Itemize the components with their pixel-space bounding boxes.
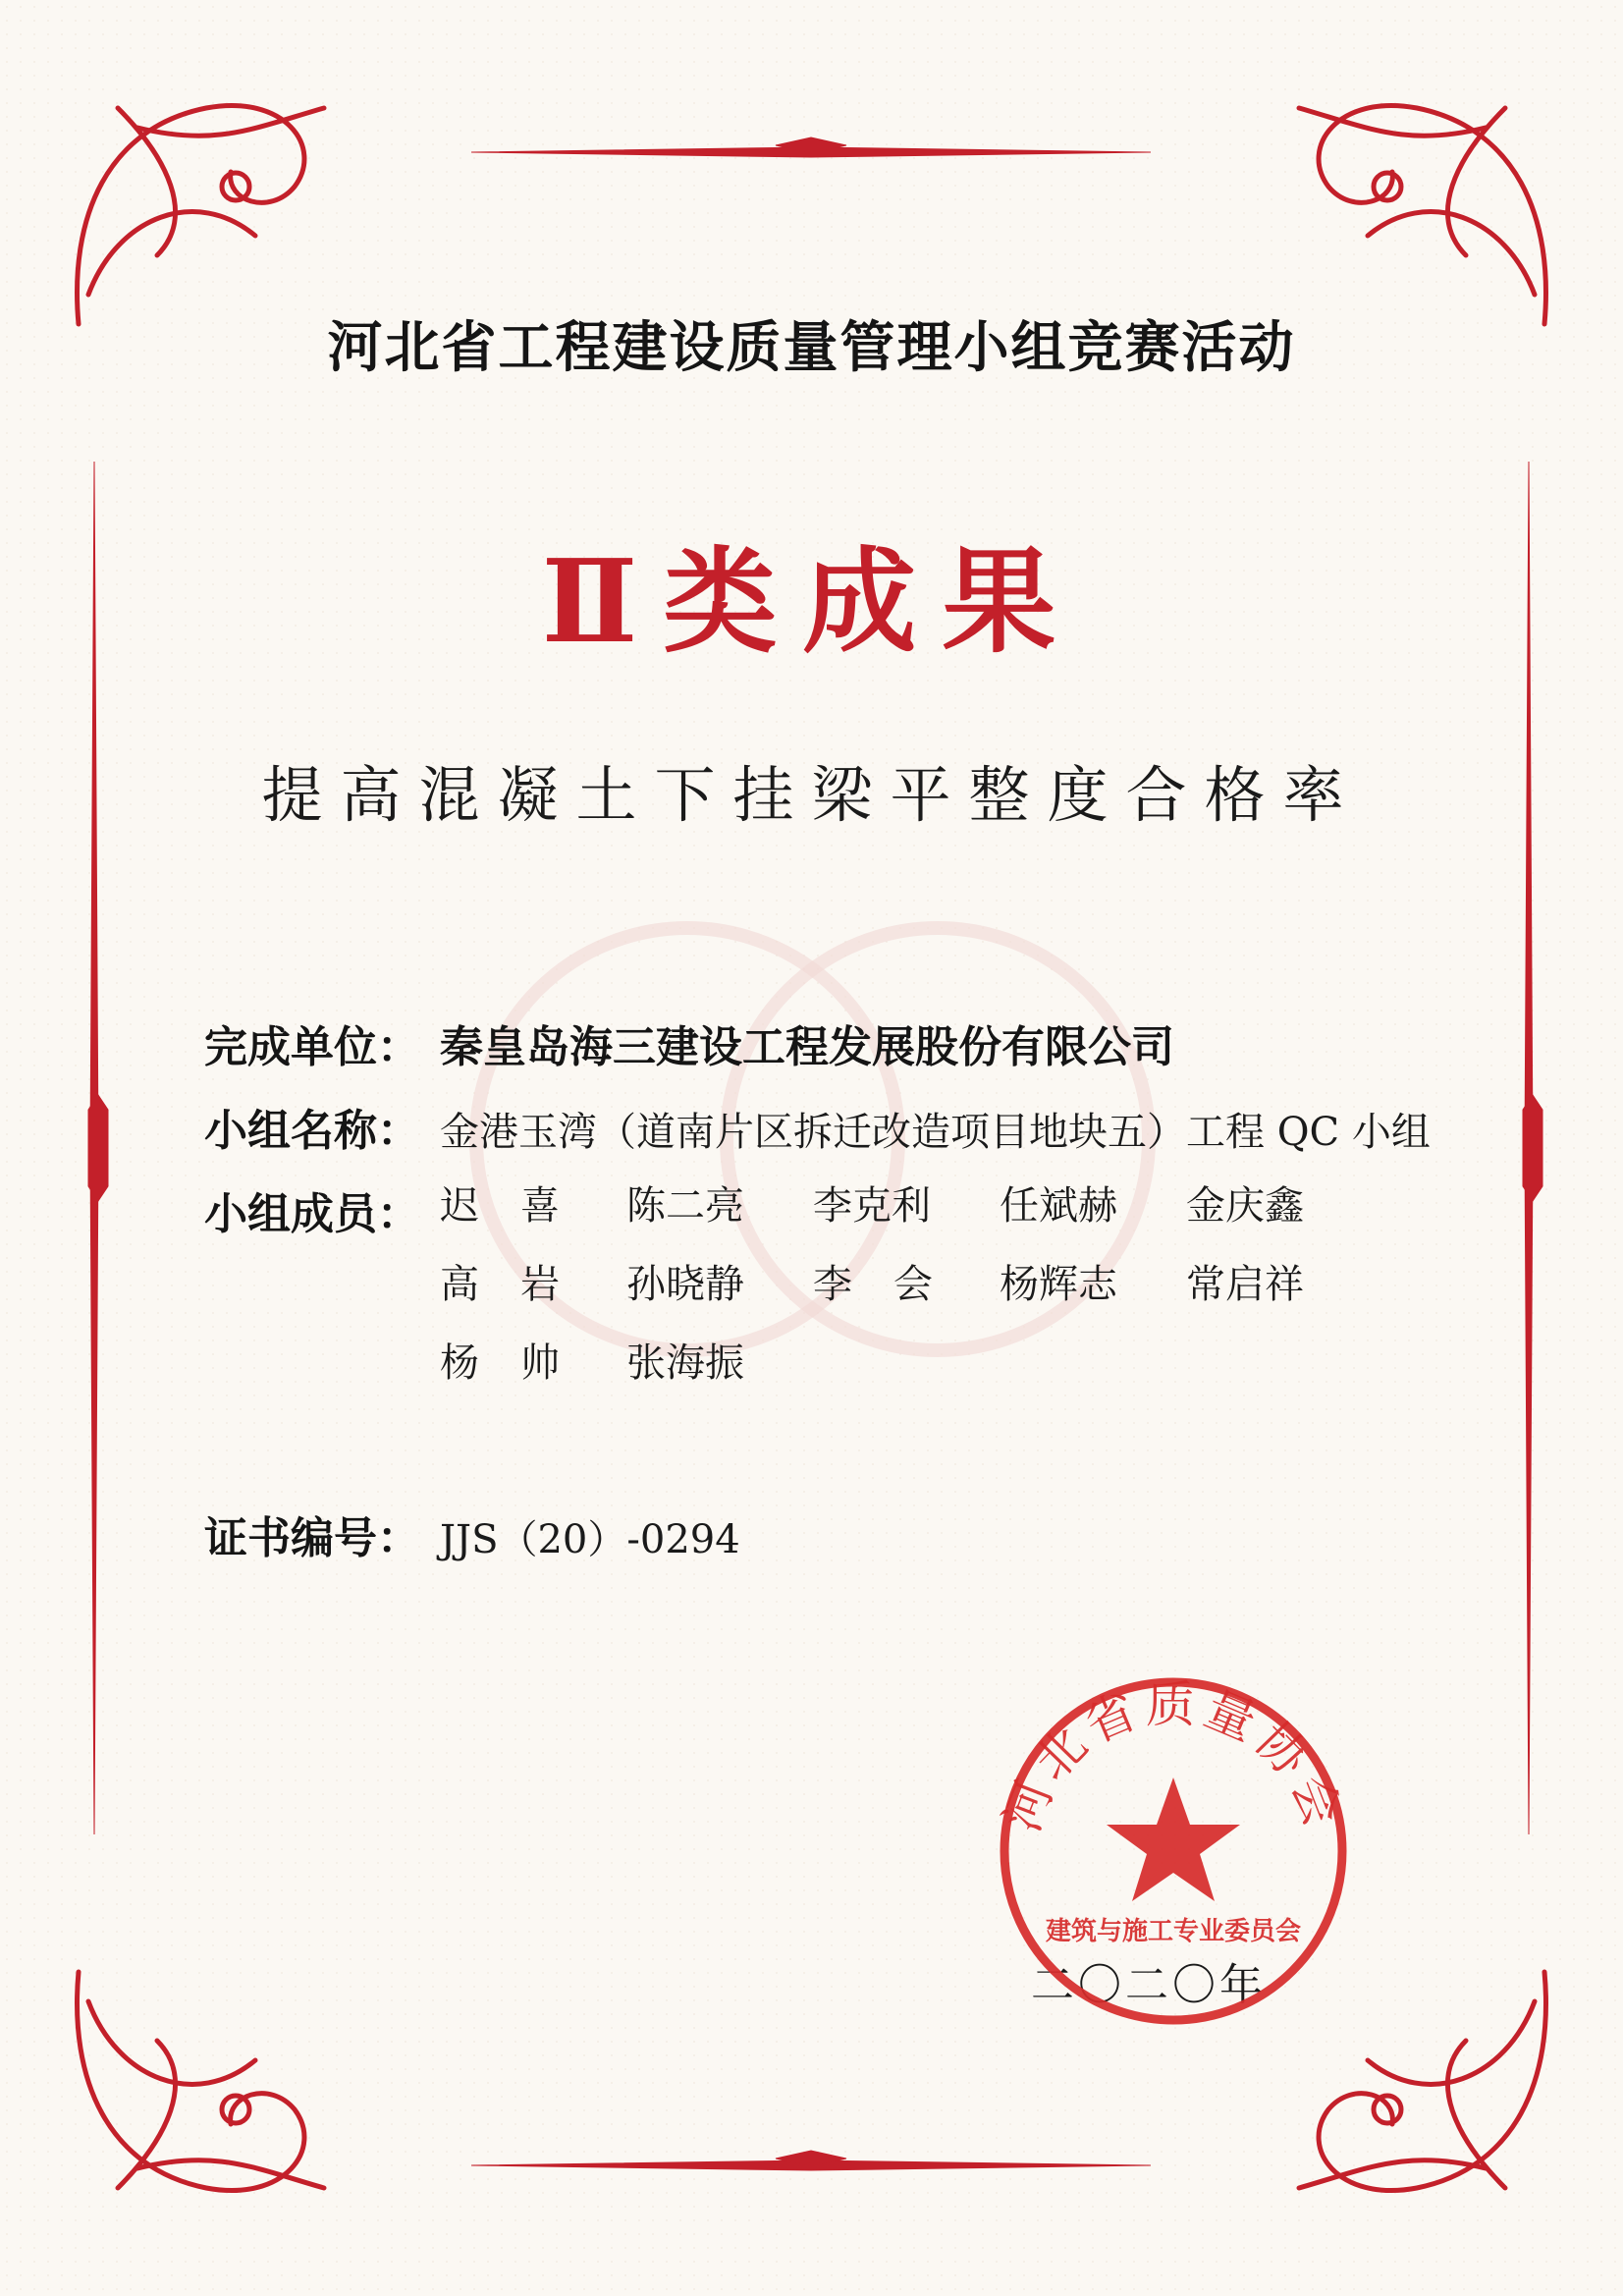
unit-label: 完成单位： bbox=[204, 1022, 420, 1072]
seal-inner-text: 建筑与施工专业委员会 bbox=[1045, 1917, 1302, 1946]
member-name: 金庆鑫 bbox=[1186, 1183, 1304, 1229]
group-name-label: 小组名称： bbox=[204, 1106, 420, 1156]
seal-outer-text: 河北省质量协会 bbox=[993, 1676, 1354, 1839]
project-title: 提高混凝土下挂梁平整度合格率 bbox=[261, 759, 1362, 831]
member-name: 迟喜 bbox=[440, 1183, 601, 1229]
certificate-number-label: 证书编号： bbox=[204, 1513, 420, 1563]
members-label: 小组成员： bbox=[204, 1189, 420, 1239]
group-name-row bbox=[204, 1095, 1431, 1158]
member-name: 杨辉志 bbox=[1000, 1262, 1117, 1307]
member-name: 高岩 bbox=[440, 1262, 601, 1307]
member-name: 杨帅 bbox=[440, 1340, 601, 1386]
star-icon bbox=[1107, 1777, 1240, 1901]
certificate-number-value: JJS（20）-0294 bbox=[440, 1517, 740, 1562]
organizer-title: 河北省工程建设质量管理小组竞赛活动 bbox=[327, 316, 1296, 380]
issue-date: 二〇二〇年 bbox=[1031, 1960, 1267, 2010]
member-name: 陈二亮 bbox=[626, 1183, 744, 1229]
certificate-number-row bbox=[204, 1503, 740, 1565]
group-name-value: 金港玉湾（道南片区拆迁改造项目地块五）工程 QC 小组 bbox=[440, 1110, 1431, 1155]
members-row bbox=[204, 1178, 440, 1241]
official-seal bbox=[982, 1660, 1365, 2043]
member-name: 李会 bbox=[813, 1262, 974, 1307]
unit-value: 秦皇岛海三建设工程发展股份有限公司 bbox=[440, 1022, 1174, 1072]
member-name: 任斌赫 bbox=[1000, 1183, 1117, 1229]
member-name: 张海振 bbox=[626, 1340, 744, 1386]
member-name: 孙晓静 bbox=[626, 1262, 744, 1307]
unit-row bbox=[204, 1011, 1174, 1074]
members-list bbox=[440, 1175, 1373, 1394]
award-level: Ⅱ类成果 bbox=[541, 535, 1082, 669]
member-name: 常启祥 bbox=[1186, 1262, 1304, 1307]
member-name: 李克利 bbox=[813, 1183, 931, 1229]
